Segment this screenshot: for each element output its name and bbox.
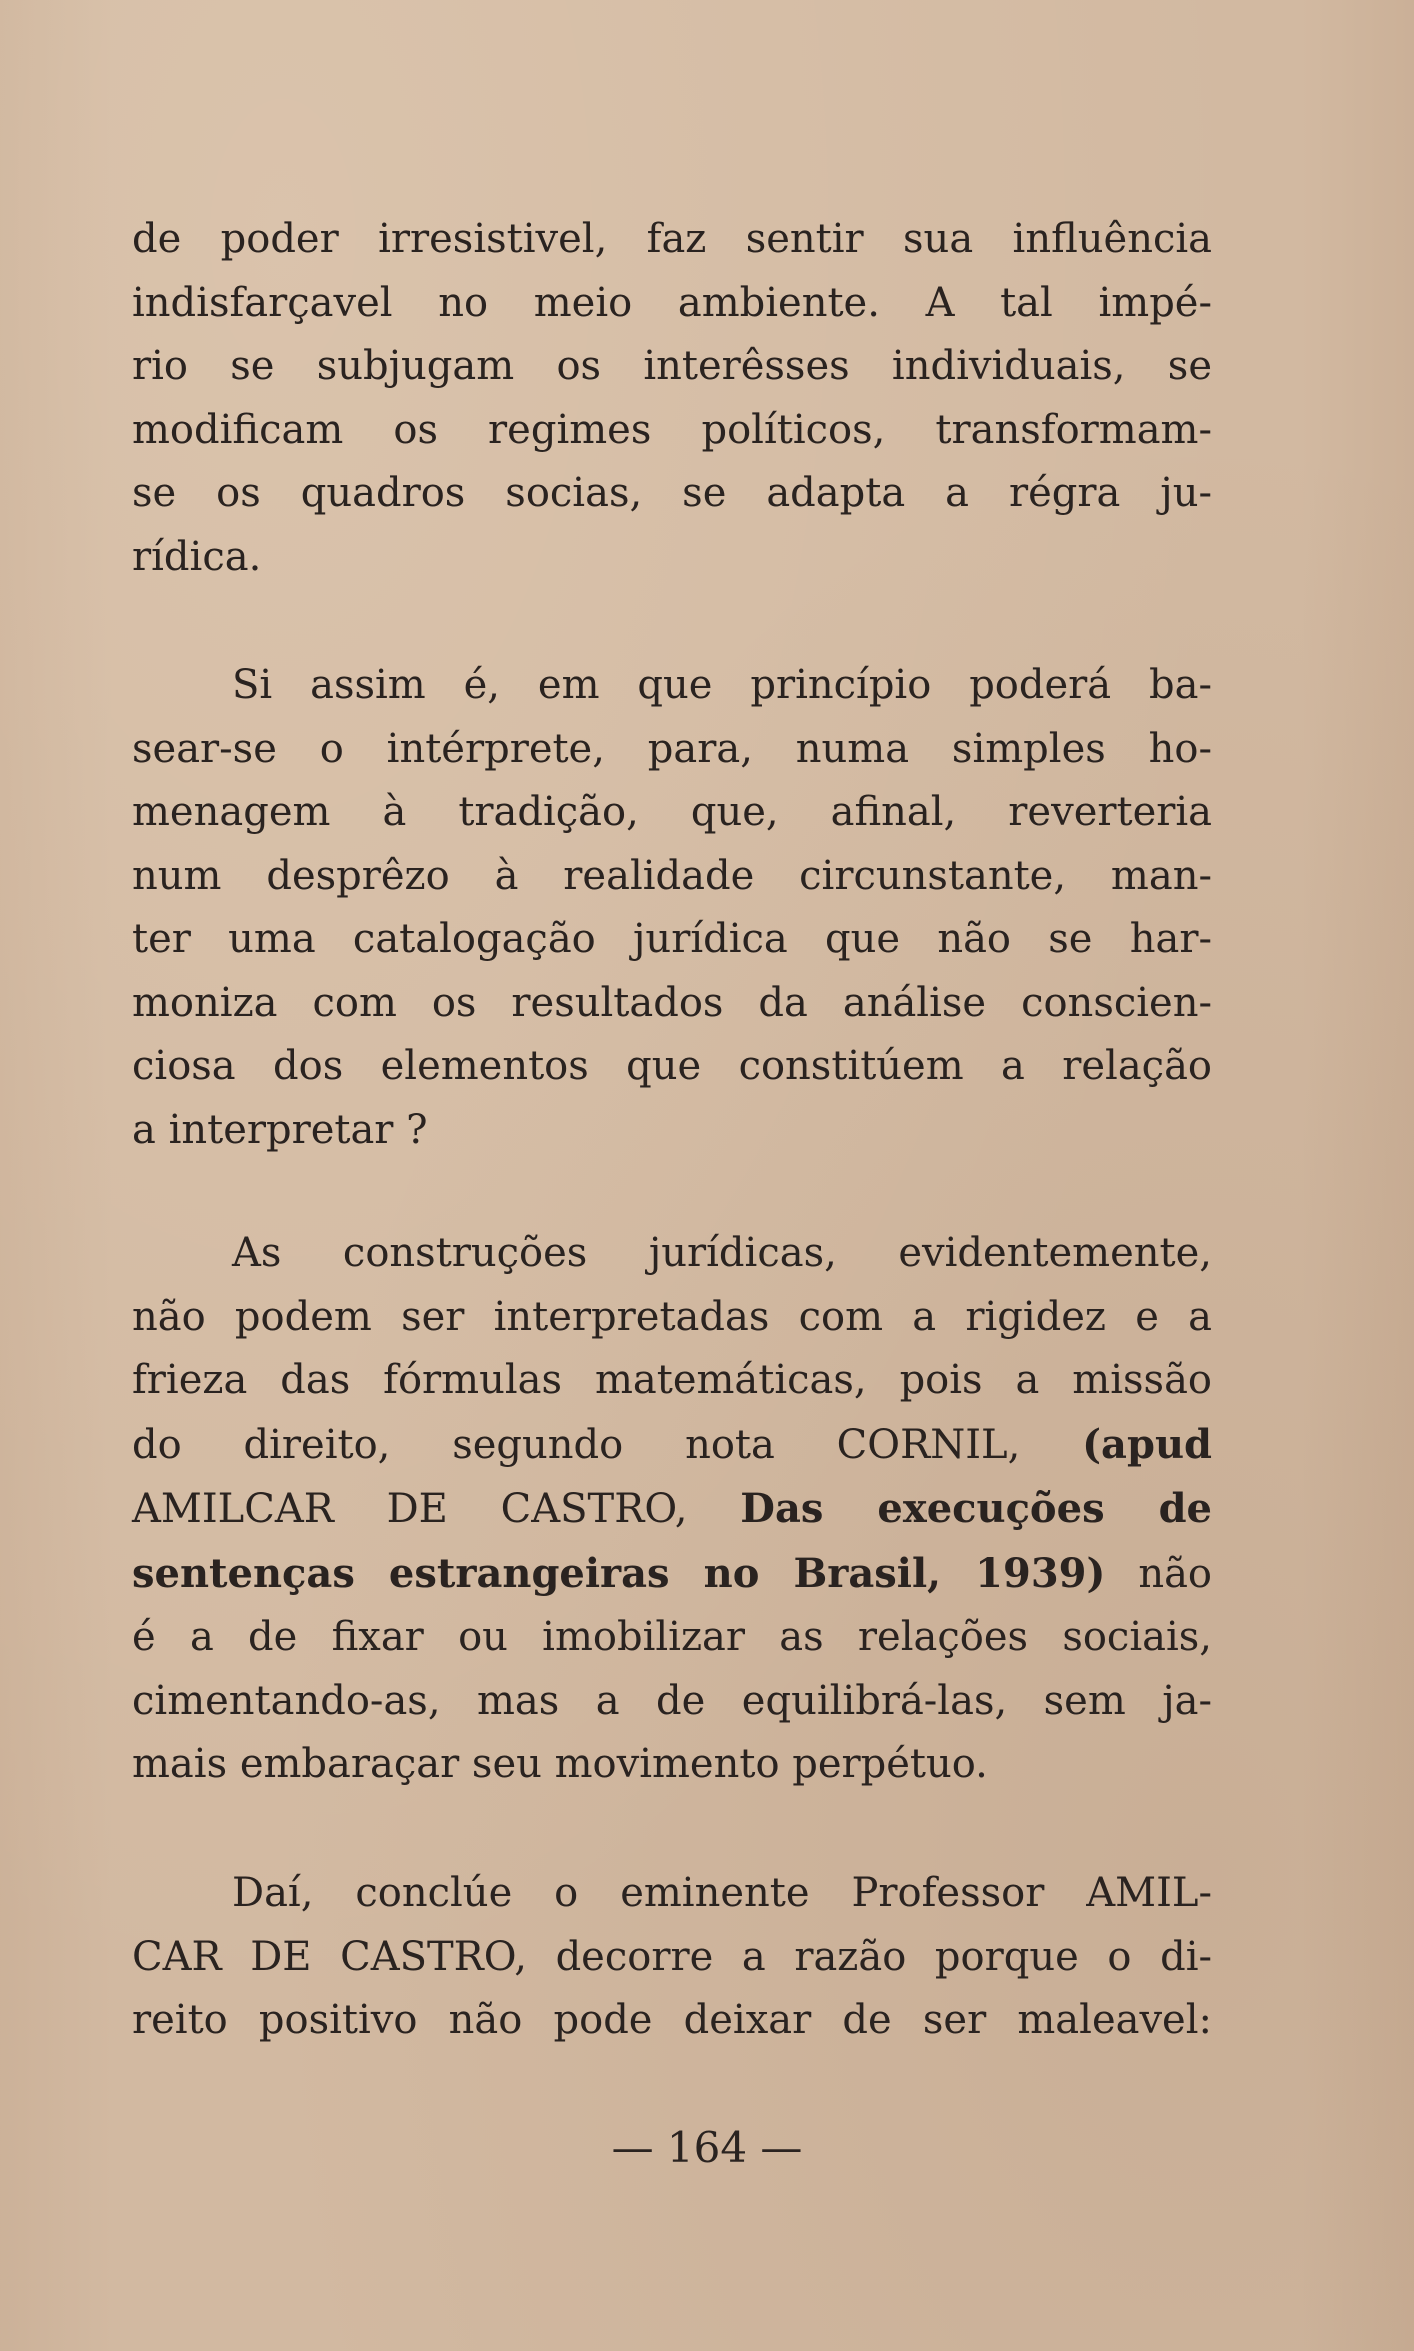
text-line: é a de fixar ou imobilizar as relações sociais, (132, 1614, 1212, 1660)
text-line (132, 1477, 1212, 1542)
text-line: sear-se o intérprete, para, numa simples ho- (132, 725, 1212, 772)
text-line: num desprêzo à realidade circunstante, man- (132, 852, 1212, 899)
text-line: As construções jurídicas, evidentemente, (232, 1230, 1212, 1276)
citation-text: sentenças estrangeiras no Brasil, 1939) (132, 1549, 1106, 1597)
paragraph-1 (132, 208, 1212, 589)
citation-text: Das execuções de (740, 1485, 1212, 1532)
text-line: não podem ser interpretadas com a rigidez e a (132, 1293, 1212, 1340)
text-run: do direito, segundo nota CORNIL, (132, 1421, 1083, 1468)
text-run: AMILCAR DE CASTRO, (132, 1486, 741, 1532)
text-line: CAR DE CASTRO, decorre a razão porque o di- (132, 1933, 1212, 1980)
text-line: ciosa dos elementos que constitúem a relação (132, 1043, 1212, 1089)
text-line: rio se subjugam os interêsses individuais, se (132, 343, 1212, 389)
text-line: de poder irresistivel, faz sentir sua influência (132, 216, 1212, 262)
text-line: moniza com os resultados da análise conscien- (132, 979, 1212, 1026)
text-line (132, 1542, 1212, 1607)
text-line: ter uma catalogação jurídica que não se har- (132, 916, 1212, 962)
text-run: não (1105, 1550, 1213, 1597)
text-line: Daí, conclúe o eminente Professor AMIL- (232, 1870, 1212, 1916)
text-line: menagem à tradição, que, afinal, reverteria (132, 789, 1212, 835)
text-line: modificam os regimes políticos, transformam- (132, 406, 1212, 453)
text-line (132, 1413, 1212, 1478)
citation-text: (apud (1082, 1420, 1212, 1468)
paragraph-2 (132, 654, 1212, 1162)
page-number: — 164 — (611, 2123, 803, 2172)
text-line: mais embaraçar seu movimento perpétuo. (132, 1741, 988, 1787)
text-line: cimentando-as, mas a de equilibrá-las, sem ja- (132, 1677, 1212, 1724)
text-line: a interpretar ? (132, 1106, 428, 1153)
text-line: frieza das fórmulas matemáticas, pois a missão (132, 1357, 1212, 1403)
text-line: rídica. (132, 533, 262, 580)
paragraph-4 (132, 1862, 1212, 2053)
text-line: indisfarçavel no meio ambiente. A tal impé- (132, 279, 1212, 326)
paragraph-3 (132, 1222, 1212, 1797)
text-line: se os quadros socias, se adapta a régra ju- (132, 470, 1212, 516)
text-line: Si assim é, em que princípio poderá ba- (232, 662, 1212, 708)
text-line: reito positivo não pode deixar de ser maleavel: (132, 1997, 1212, 2043)
